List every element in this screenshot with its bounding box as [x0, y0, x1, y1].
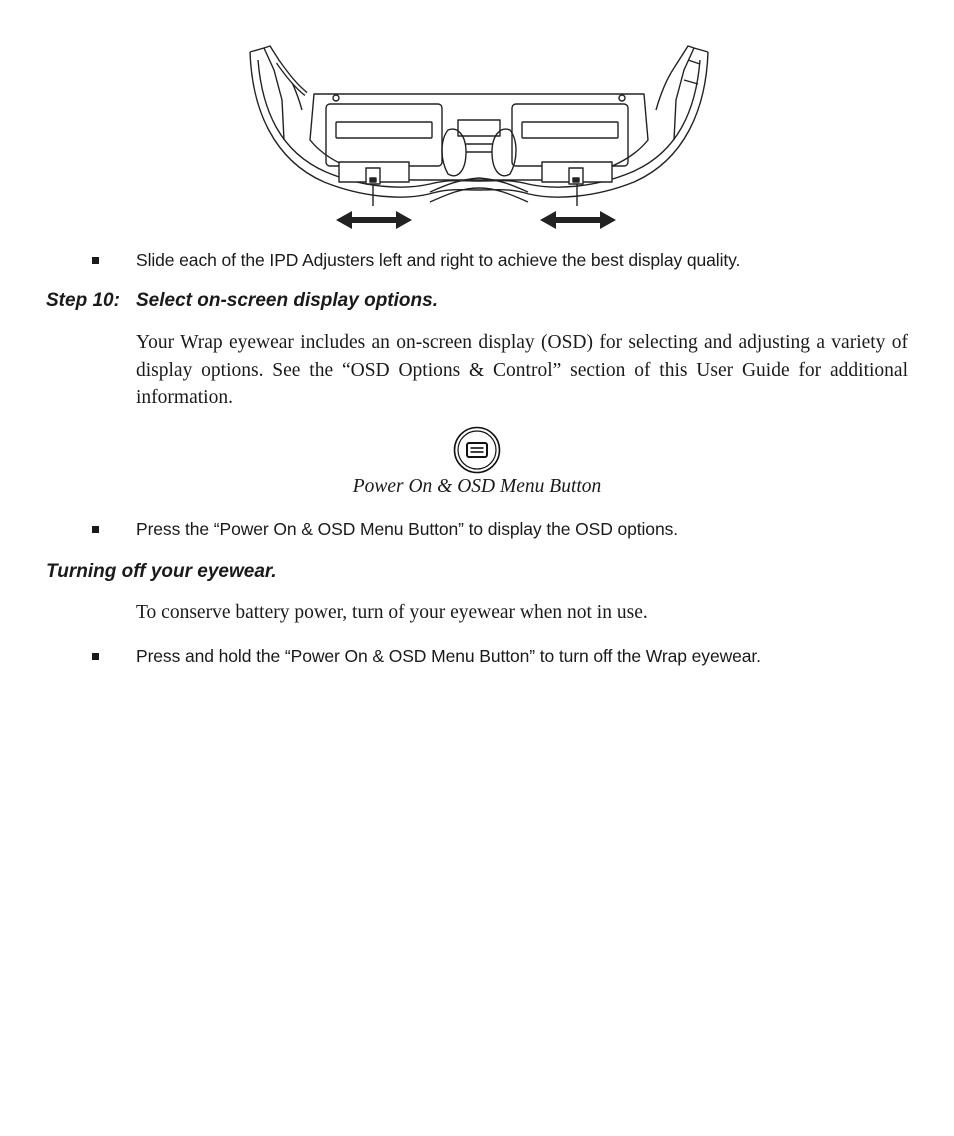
menu-button-icon: [453, 426, 501, 474]
square-bullet-icon: [92, 526, 99, 533]
step-number: Step 10:: [46, 290, 120, 311]
turning-off-heading: Turning off your eyewear.: [46, 561, 277, 582]
turning-off-body: To conserve battery power, turn of your eyewear when not in use.: [136, 602, 648, 623]
osd-button-caption: Power On & OSD Menu Button: [352, 476, 602, 497]
square-bullet-icon: [92, 653, 99, 660]
bullet-text: Press the “Power On & OSD Menu Button” to display the OSD options.: [136, 519, 678, 539]
bullet-text: Slide each of the IPD Adjusters left and right to achieve the best display quality.: [136, 250, 741, 270]
step-title: Select on-screen display options.: [136, 290, 438, 311]
square-bullet-icon: [92, 257, 99, 264]
eyewear-ipd-illustration: [244, 40, 714, 236]
bullet-text: Press and hold the “Power On & OSD Menu Button” to turn off the Wrap eyewear.: [136, 646, 761, 666]
step10-body: Your Wrap eyewear includes an on-screen display (OSD) for selecting and adjusting a variety of display options. See the “OSD Options & Control” section of this User Guide for additional information.: [136, 332, 908, 408]
step10-heading: [46, 290, 438, 312]
